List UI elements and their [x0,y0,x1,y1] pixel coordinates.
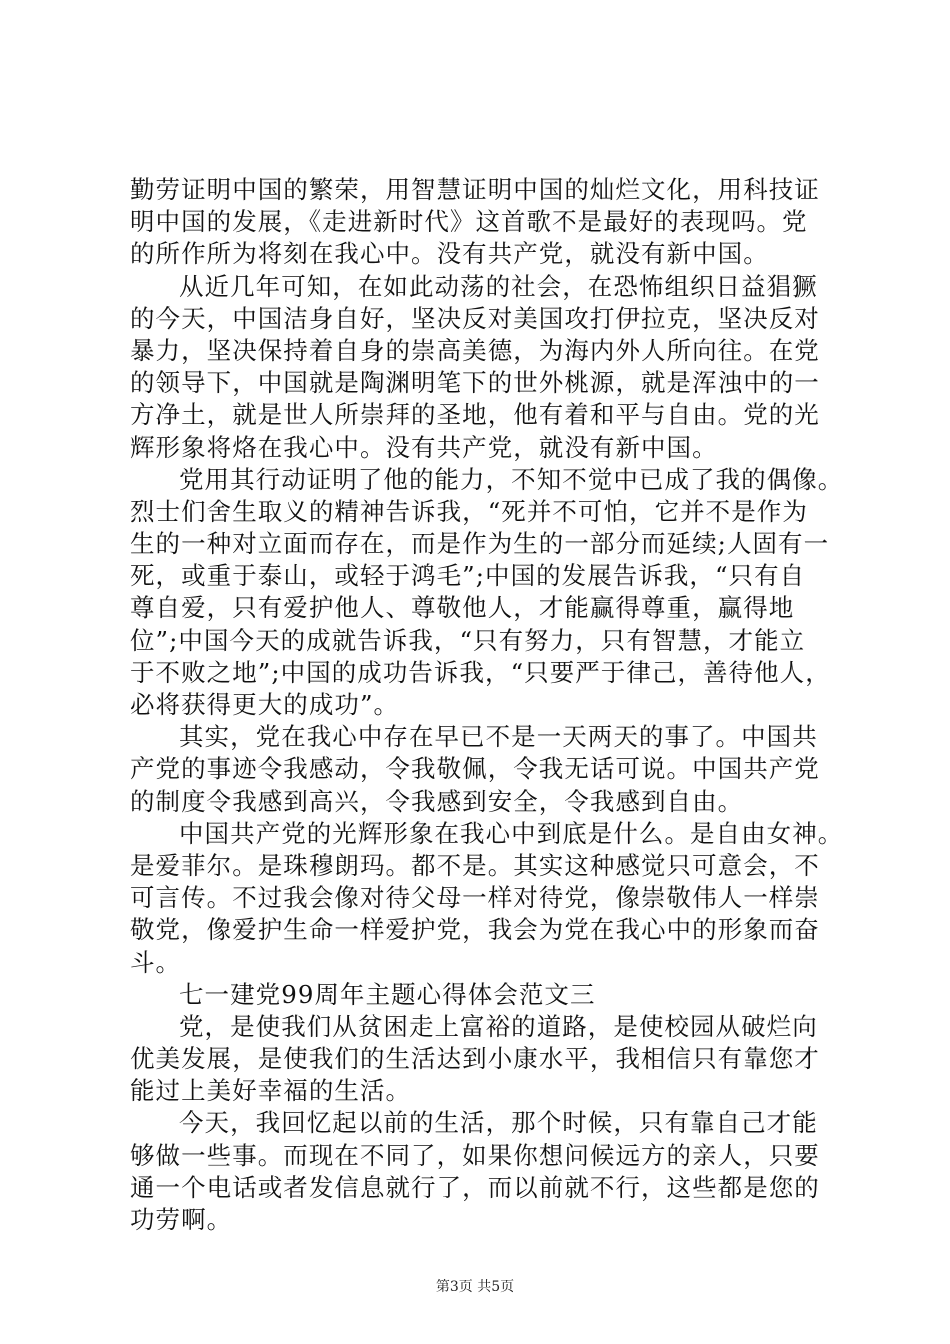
document-body [130,174,844,1236]
text-line: 的所作所为将刻在我心中。没有共产党，就没有新中国。 [130,239,769,269]
text-line: 是爱菲尔。是珠穆朗玛。都不是。其实这种感觉只可意会，不 [130,850,820,880]
text-line: 的领导下，中国就是陶渊明笔下的世外桃源，就是浑浊中的一 [130,368,820,398]
text-line: 必将获得更大的成功”。 [130,690,400,719]
section-heading: 七一建党99周年主题心得体会范文三 [179,979,596,1009]
text-line: 勤劳证明中国的繁荣，用智慧证明中国的灿烂文化，用科技证 [130,175,820,204]
paragraph-start-line: 党用其行动证明了他的能力，不知不觉中已成了我的偶像。 [179,464,844,494]
text-line: 通一个电话或者发信息就行了，而以前就不行，这些都是您的 [130,1172,820,1202]
page-number-footer: 第3页 共5页 [435,1279,515,1295]
text-line: 产党的事迹令我感动，令我敬佩，令我无话可说。中国共产党 [130,754,820,784]
text-line: 功劳啊。 [130,1205,233,1234]
text-line: 的今天，中国洁身自好，坚决反对美国攻打伊拉克，坚决反对 [130,303,820,333]
text-line: 能过上美好幸福的生活。 [130,1076,412,1106]
paragraph-start-line: 其实，党在我心中存在早已不是一天两天的事了。中国共 [179,722,818,752]
text-line: 烈士们舍生取义的精神告诉我，“死并不可怕，它并不是作为 [130,496,808,526]
text-line: 斗。 [130,947,182,977]
text-line: 尊自爱，只有爱护他人、尊敬他人，才能赢得尊重，赢得地 [130,593,795,623]
text-line: 够做一些事。而现在不同了，如果你想问候远方的亲人，只要 [130,1140,820,1170]
text-line: 辉形象将烙在我心中。没有共产党，就没有新中国。 [130,432,718,462]
paragraph-start-line: 今天，我回忆起以前的生活，那个时候，只有靠自己才能 [179,1108,818,1138]
text-line: 可言传。不过我会像对待父母一样对待党，像崇敬伟人一样崇 [130,883,820,913]
paragraph-start-line: 从近几年可知，在如此动荡的社会，在恐怖组织日益猖獗 [179,271,818,301]
text-line: 敬党，像爱护生命一样爱护党，我会为党在我心中的形象而奋 [130,915,820,945]
text-line: 暴力，坚决保持着自身的崇高美德，为海内外人所向往。在党 [130,335,820,365]
paragraph-start-line: 中国共产党的光辉形象在我心中到底是什么。是自由女神。 [179,818,844,848]
text-line: 生的一种对立面而存在，而是作为生的一部分而延续;人固有一 [130,529,830,559]
text-line: 于不败之地”;中国的成功告诉我，“只要严于律己，善待他人， [130,657,831,687]
text-line: 死，或重于泰山，或轻于鸿毛”;中国的发展告诉我，“只有自 [130,561,806,591]
text-line: 优美发展，是使我们的生活达到小康水平，我相信只有靠您才 [130,1044,820,1074]
text-line: 明中国的发展，《走进新时代》这首歌不是最好的表现吗。党 [130,207,808,237]
text-line: 的制度令我感到高兴，令我感到安全，令我感到自由。 [130,786,744,816]
text-line: 方净土，就是世人所崇拜的圣地，他有着和平与自由。党的光 [130,400,820,430]
text-line: 位”;中国今天的成就告诉我，“只有努力，只有智慧，才能立 [130,625,806,655]
paragraph-start-line: 党，是使我们从贫困走上富裕的道路，是使校园从破烂向 [179,1011,818,1041]
